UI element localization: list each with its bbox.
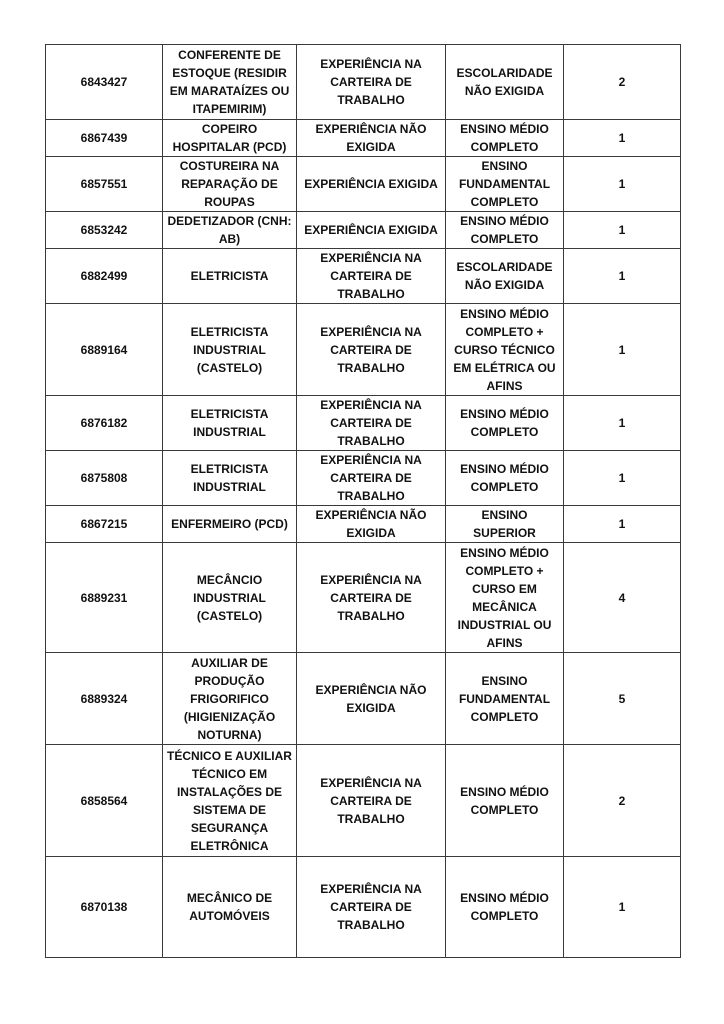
experience-requirement: EXPERIÊNCIA NA CARTEIRA DE TRABALHO — [297, 451, 446, 506]
table-row — [46, 451, 681, 506]
table-row — [46, 857, 681, 958]
job-title: ELETRICISTA INDUSTRIAL — [163, 396, 297, 451]
job-title: ELETRICISTA INDUSTRIAL — [163, 451, 297, 506]
experience-requirement: EXPERIÊNCIA NÃO EXIGIDA — [297, 653, 446, 745]
table-row — [46, 653, 681, 745]
job-code: 6876182 — [46, 396, 163, 451]
job-title: MECÂNCIO INDUSTRIAL (CASTELO) — [163, 543, 297, 653]
table-row — [46, 120, 681, 157]
job-code: 6889324 — [46, 653, 163, 745]
job-code: 6875808 — [46, 451, 163, 506]
table-row — [46, 304, 681, 396]
job-code: 6843427 — [46, 45, 163, 120]
job-title: COSTUREIRA NA REPARAÇÃO DE ROUPAS — [163, 157, 297, 212]
vacancy-count: 1 — [564, 857, 681, 958]
job-title: ELETRICISTA — [163, 249, 297, 304]
education-requirement: ENSINO MÉDIO COMPLETO — [446, 212, 564, 249]
experience-requirement: EXPERIÊNCIA EXIGIDA — [297, 212, 446, 249]
job-vacancies-table — [45, 44, 681, 958]
table-row — [46, 157, 681, 212]
experience-requirement: EXPERIÊNCIA NA CARTEIRA DE TRABALHO — [297, 304, 446, 396]
job-title: ENFERMEIRO (PCD) — [163, 506, 297, 543]
vacancy-count: 4 — [564, 543, 681, 653]
vacancy-count: 1 — [564, 212, 681, 249]
vacancy-count: 2 — [564, 45, 681, 120]
vacancy-count: 1 — [564, 157, 681, 212]
table-row — [46, 506, 681, 543]
job-title: DEDETIZADOR (CNH: AB) — [163, 212, 297, 249]
education-requirement: ESCOLARIDADE NÃO EXIGIDA — [446, 249, 564, 304]
vacancy-count: 1 — [564, 304, 681, 396]
job-code: 6867215 — [46, 506, 163, 543]
job-code: 6889231 — [46, 543, 163, 653]
vacancy-count: 5 — [564, 653, 681, 745]
job-title: AUXILIAR DE PRODUÇÃO FRIGORIFICO (HIGIENIZAÇÃO NOTURNA) — [163, 653, 297, 745]
job-title: CONFERENTE DE ESTOQUE (RESIDIR EM MARATAÍZES OU ITAPEMIRIM) — [163, 45, 297, 120]
education-requirement: ENSINO SUPERIOR — [446, 506, 564, 543]
vacancy-count: 1 — [564, 451, 681, 506]
vacancy-count: 1 — [564, 396, 681, 451]
job-code: 6853242 — [46, 212, 163, 249]
job-code: 6857551 — [46, 157, 163, 212]
job-title: MECÂNICO DE AUTOMÓVEIS — [163, 857, 297, 958]
education-requirement: ENSINO MÉDIO COMPLETO — [446, 451, 564, 506]
job-code: 6870138 — [46, 857, 163, 958]
education-requirement: ENSINO MÉDIO COMPLETO — [446, 396, 564, 451]
experience-requirement: EXPERIÊNCIA NA CARTEIRA DE TRABALHO — [297, 543, 446, 653]
table-row — [46, 543, 681, 653]
education-requirement: ENSINO MÉDIO COMPLETO — [446, 857, 564, 958]
job-code: 6867439 — [46, 120, 163, 157]
job-code: 6882499 — [46, 249, 163, 304]
experience-requirement: EXPERIÊNCIA NA CARTEIRA DE TRABALHO — [297, 45, 446, 120]
table-row — [46, 45, 681, 120]
job-title: COPEIRO HOSPITALAR (PCD) — [163, 120, 297, 157]
education-requirement: ENSINO FUNDAMENTAL COMPLETO — [446, 653, 564, 745]
education-requirement: ENSINO MÉDIO COMPLETO — [446, 745, 564, 857]
table-row — [46, 745, 681, 857]
experience-requirement: EXPERIÊNCIA EXIGIDA — [297, 157, 446, 212]
table-row — [46, 396, 681, 451]
experience-requirement: EXPERIÊNCIA NA CARTEIRA DE TRABALHO — [297, 396, 446, 451]
education-requirement: ENSINO MÉDIO COMPLETO + CURSO EM MECÂNICA INDUSTRIAL OU AFINS — [446, 543, 564, 653]
table-row — [46, 212, 681, 249]
experience-requirement: EXPERIÊNCIA NÃO EXIGIDA — [297, 120, 446, 157]
job-title: TÉCNICO E AUXILIAR TÉCNICO EM INSTALAÇÕES DE SISTEMA DE SEGURANÇA ELETRÔNICA — [163, 745, 297, 857]
vacancy-count: 1 — [564, 506, 681, 543]
table-row — [46, 249, 681, 304]
experience-requirement: EXPERIÊNCIA NA CARTEIRA DE TRABALHO — [297, 745, 446, 857]
vacancy-count: 1 — [564, 249, 681, 304]
experience-requirement: EXPERIÊNCIA NA CARTEIRA DE TRABALHO — [297, 249, 446, 304]
experience-requirement: EXPERIÊNCIA NÃO EXIGIDA — [297, 506, 446, 543]
job-title: ELETRICISTA INDUSTRIAL (CASTELO) — [163, 304, 297, 396]
vacancy-count: 1 — [564, 120, 681, 157]
education-requirement: ENSINO FUNDAMENTAL COMPLETO — [446, 157, 564, 212]
experience-requirement: EXPERIÊNCIA NA CARTEIRA DE TRABALHO — [297, 857, 446, 958]
vacancy-count: 2 — [564, 745, 681, 857]
education-requirement: ENSINO MÉDIO COMPLETO — [446, 120, 564, 157]
job-code: 6858564 — [46, 745, 163, 857]
job-code: 6889164 — [46, 304, 163, 396]
education-requirement: ESCOLARIDADE NÃO EXIGIDA — [446, 45, 564, 120]
education-requirement: ENSINO MÉDIO COMPLETO + CURSO TÉCNICO EM ELÉTRICA OU AFINS — [446, 304, 564, 396]
